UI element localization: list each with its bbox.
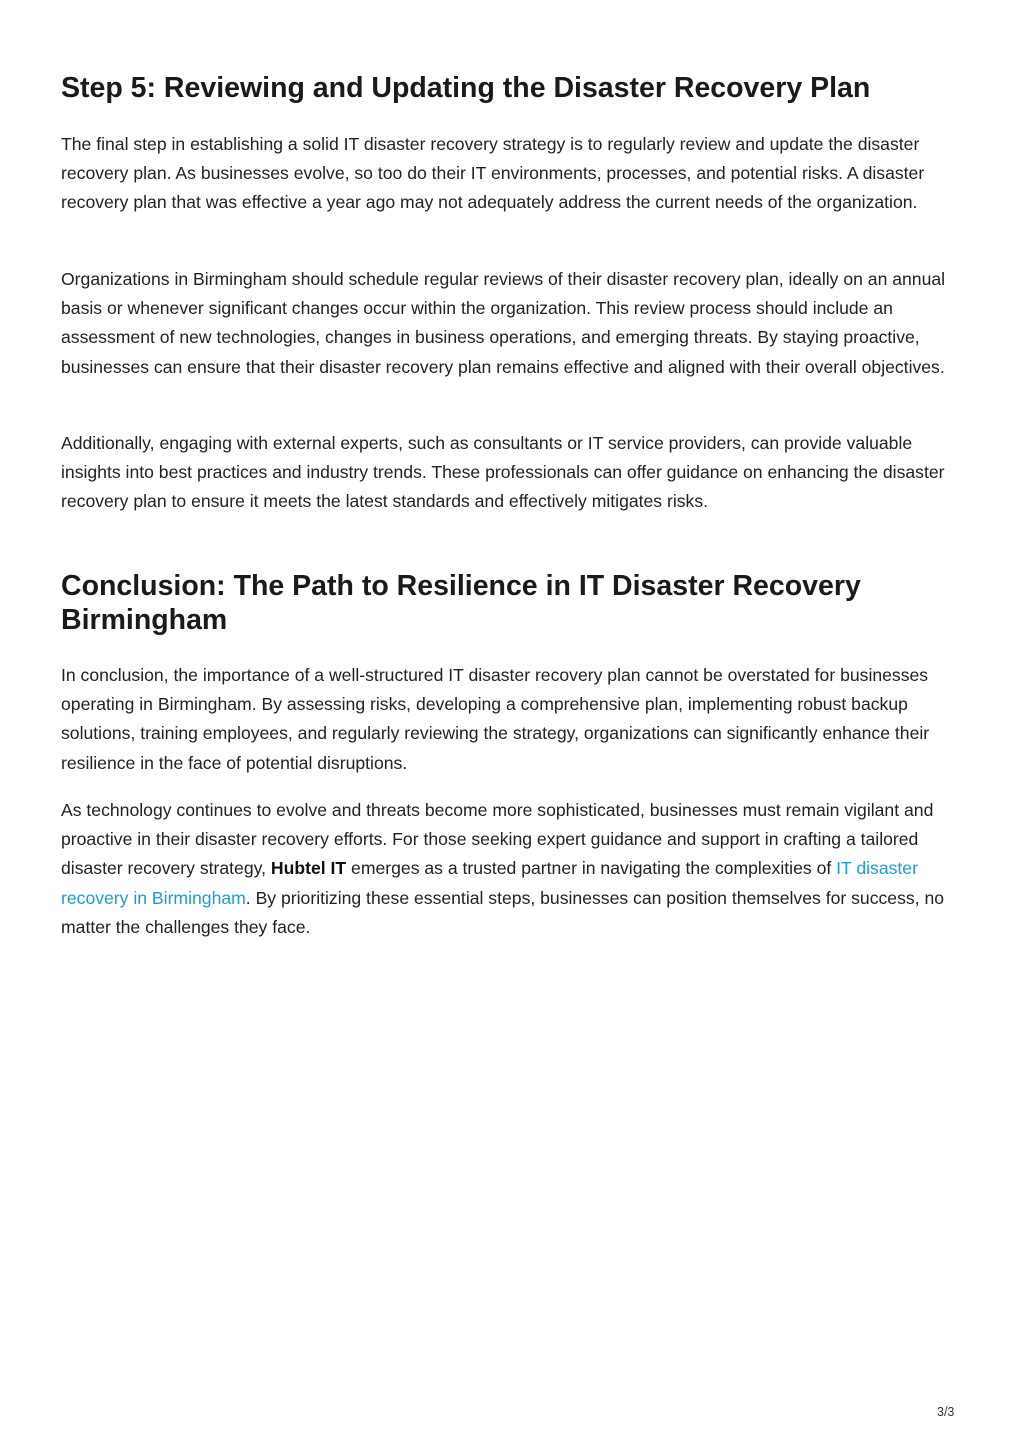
conclusion-heading-line2: Birmingham <box>61 604 228 636</box>
it-disaster-recovery-link[interactable]: IT disaster recovery in Birmingham <box>61 858 918 908</box>
conclusion-p2-text-before-bold: As technology continues to evolve and threats become more sophisticated, businesses must remain vigilant and proactive in their disaster recovery efforts. For those seeking expert guidance and support in crafting a tailored disaster recovery strategy, <box>61 800 934 879</box>
conclusion-heading-line1: Conclusion: The Path to Resilience in IT Disaster Recovery <box>61 570 861 602</box>
section-heading-conclusion <box>61 569 961 637</box>
step5-paragraph-1: The final step in establishing a solid IT disaster recovery strategy is to regularly review and update the disaster recovery plan. As businesses evolve, so too do their IT environments, processes, and potential risks. A disaster recovery plan that was effective a year ago may not adequately address the current needs of the organization. <box>61 134 925 213</box>
conclusion-paragraph-1: In conclusion, the importance of a well-structured IT disaster recovery plan cannot be overstated for businesses operating in Birmingham. By assessing risks, developing a comprehensive plan, implementing robust backup solutions, training employees, and regularly reviewing the strategy, organizations can significantly enhance their resilience in the face of potential disruptions. <box>61 665 930 773</box>
page-number: 3/3 <box>937 1405 955 1419</box>
conclusion-p2-text-after-link: . By prioritizing these essential steps, businesses can position themselves for success, no matter the challenges they face. <box>61 887 945 937</box>
step5-paragraph-3: Additionally, engaging with external experts, such as consultants or IT service providers, can provide valuable insights into best practices and industry trends. These professionals can offer guidance on enhancing the disaster recovery plan to ensure it meets the latest standards and effectively mitigates risks. <box>61 433 945 512</box>
conclusion-paragraph-2 <box>61 796 961 942</box>
conclusion-p2-text-before-link: emerges as a trusted partner in navigating the complexities of <box>346 858 837 879</box>
company-name-bold: Hubtel IT <box>270 858 347 879</box>
section-heading-step5: Step 5: Reviewing and Updating the Disaster Recovery Plan <box>61 72 871 104</box>
step5-paragraph-2: Organizations in Birmingham should schedule regular reviews of their disaster recovery plan, ideally on an annual basis or whenever significant changes occur within the organization. This review process should include an assessment of new technologies, changes in business operations, and emerging threats. By staying proactive, businesses can ensure that their disaster recovery plan remains effective and aligned with their overall objectives. <box>61 269 946 377</box>
